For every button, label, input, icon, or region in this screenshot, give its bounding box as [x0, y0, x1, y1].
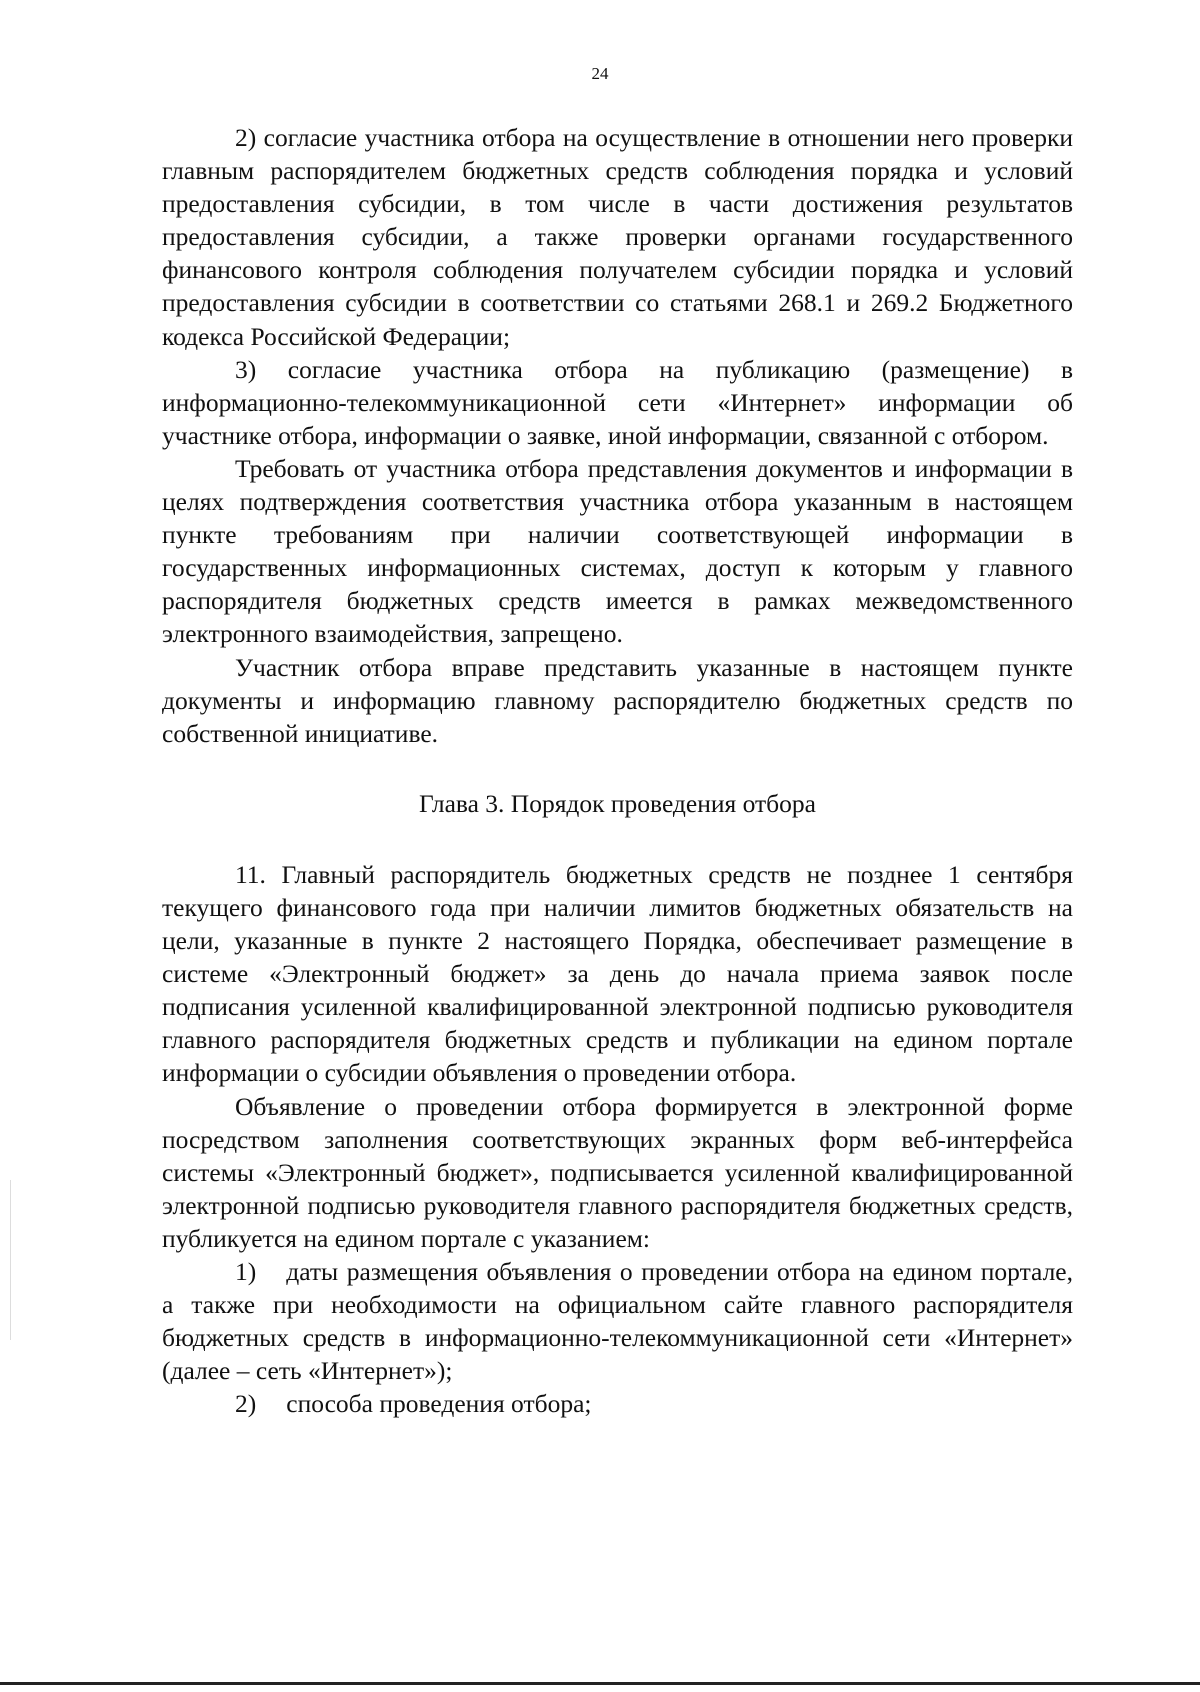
paragraph-announcement: Объявление о проведении отбора формируется в электронной форме посредством заполнения соответствующих экранных форм веб-интерфейса системы «Электронный бюджет», подписывается усиленной квалифицированной электронной подписью руководителя главного распорядителя бюджетных средств, публикуется на едином портале с указанием:: [162, 1091, 1073, 1253]
document-body: [162, 121, 1073, 1420]
chapter-heading: Глава 3. Порядок проведения отбора: [419, 788, 816, 818]
paragraph-11: 11. Главный распорядитель бюджетных средств не позднее 1 сентября текущего финансового года при наличии лимитов бюджетных обязательств на цели, указанные в пункте 2 настоящего Порядка, обеспечивает размещение в системе «Электронный бюджет» за день до начала приема заявок после подписания усиленной квалифицированной электронной подписью руководителя главного распорядителя бюджетных средств и публикации на едином портале информации о субсидии объявления о проведении отбора.: [162, 859, 1073, 1088]
page-number: 24: [591, 64, 609, 83]
list-item-2-text: способа проведения отбора;: [286, 1389, 592, 1419]
scan-bottom-edge: [0, 1682, 1200, 1685]
list-item-1: [162, 1255, 1073, 1387]
list-item-2: [162, 1387, 1073, 1420]
list-item-2-number: 2): [235, 1389, 257, 1419]
scan-edge-mark: [10, 1180, 11, 1340]
paragraph-own-initiative: Участник отбора вправе представить указанные в настоящем пункте документы и информацию главному распорядителю бюджетных средств по собственной инициативе.: [162, 652, 1073, 748]
list-item-1-text: даты размещения объявления о проведении отбора на едином портале, а также при необходимости на официальном сайте главного распорядителя бюджетных средств в информационно-телекоммуникационной сети «Интернет» (далее – сеть «Интернет»);: [162, 1257, 1073, 1386]
paragraph-consent-verification: 2) согласие участника отбора на осуществление в отношении него проверки главным распорядителем бюджетных средств соблюдения порядка и условий предоставления субсидии, в том числе в части достижения результатов предоставления субсидии, а также проверки органами государственного финансового контроля соблюдения получателем субсидии порядка и условий предоставления субсидии в соответствии со статьями 268.1 и 269.2 Бюджетного кодекса Российской Федерации;: [162, 123, 1073, 351]
paragraph-consent-publication: 3) согласие участника отбора на публикацию (размещение) в информационно-телекоммуникационной сети «Интернет» информации об участнике отбора, информации о заявке, иной информации, связанной с отбором.: [162, 354, 1073, 450]
list-item-1-number: 1): [235, 1257, 257, 1286]
paragraph-prohibition: Требовать от участника отбора представления документов и информации в целях подтверждения соответствия участника отбора указанным в настоящем пункте требованиям при наличии соответствующей информации в государственных информационных системах, доступ к которым у главного распорядителя бюджетных средств имеется в рамках межведомственного электронного взаимодействия, запрещено.: [162, 453, 1073, 649]
